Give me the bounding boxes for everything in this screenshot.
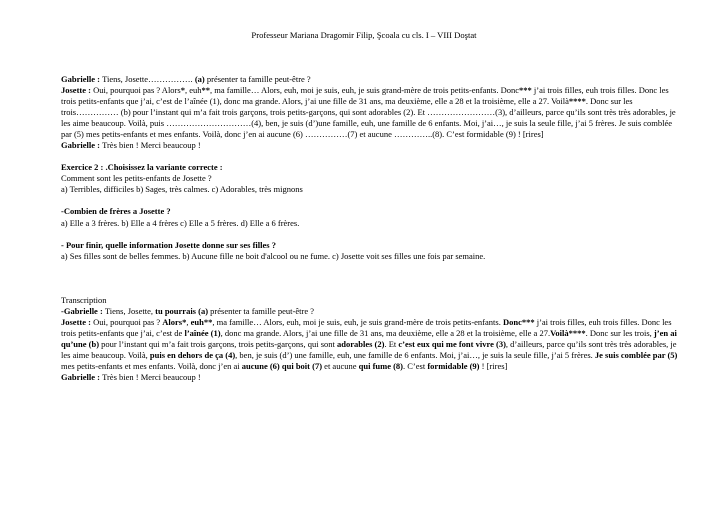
text-run: . Et: [384, 338, 399, 349]
text-run: , euh: [184, 85, 202, 96]
text-run: , donc ma grande. Alors, j’ai une fille de 31 ans, ma deuxième, elle a 28 et la troisième, elle a 27.: [220, 327, 551, 338]
bold-text: -Gabrielle :: [61, 305, 105, 316]
text-run: Tiens, Josette,: [104, 305, 156, 316]
text-run: mes petits-enfants et mes enfants. Voilà, donc j’en ai: [61, 360, 242, 371]
text-run: et aucune: [322, 360, 359, 371]
text-run: Très bien ! Merci beaucoup !: [102, 371, 201, 382]
text-run: pour l’instant qui m’a fait trois garçons, trois petits-garçons, qui sont: [99, 338, 337, 349]
transcription-title: Transcription: [61, 294, 107, 305]
bold-text: adorables (2): [337, 338, 385, 349]
bold-text: (a): [194, 74, 205, 84]
exercise-answers: a) Terribles, difficiles b) Sages, très calmes. c) Adorables, très mignons: [61, 184, 303, 195]
text-run: présenter ta famille peut-être ?: [204, 74, 311, 84]
exercise-title: Exercice 2 : .Choisissez la variante correcte :: [61, 162, 223, 173]
text-run: , ma famille… Alors, euh, moi je suis, euh, je suis grand-mère de trois petits-enfants.: [212, 316, 503, 327]
document-body: [61, 74, 681, 383]
text-run: j’ai trois filles, euh trois filles. Donc les trois petits-enfants que j’ai, c’est de l’aînée (1), donc ma grande. Alors, j’ai une fille de 31 ans, ma deuxième, elle a 28 et la troisième, elle a 27. Voilà: [61, 85, 669, 107]
page-header: Professeur Mariana Dragomir Filip, Şcoala cu cls. I – VIII Doştat: [251, 30, 477, 40]
bold-text: c’est eux qui me font vivre (3): [398, 338, 506, 349]
bold-text: Alors*: [162, 316, 187, 327]
text-run: , ben, je suis (d’) une famille, euh, une famille de 6 enfants. Moi, j’ai…, je suis la seule fille, j’ai 5 frères.: [235, 349, 595, 360]
exercise-question: -Combien de frères a Josette ?: [61, 206, 171, 217]
transcription-line: [61, 306, 681, 317]
bold-text: j’en ai qu’une (b): [61, 327, 677, 349]
text-run: . C’est: [403, 360, 428, 371]
text-run: Oui, pourquoi pas ?: [93, 316, 163, 327]
exercise-answers: a) Elle a 3 frères. b) Elle a 4 frères c) Elle a 5 frères. d) Elle a 6 frères.: [61, 217, 300, 228]
text-run: Très bien ! Merci beaucoup !: [102, 140, 201, 151]
bold-text: formidable (9): [427, 360, 480, 371]
bold-text: qui fume (8): [358, 360, 404, 371]
transcription-line: [61, 372, 681, 383]
text-run: j’ai trois filles, euh trois filles. Donc les trois petits-enfants que j’ai, c’est de: [61, 316, 672, 338]
bold-text: l’aînée (1): [184, 327, 221, 338]
bold-text: ***: [519, 85, 532, 96]
bold-text: Josette :: [61, 316, 94, 327]
bold-text: Donc***: [502, 316, 535, 327]
bold-text: Je suis comblée par (5): [594, 349, 678, 360]
text-run: présenter ta famille peut-être ?: [208, 305, 314, 316]
bold-text: ****: [568, 96, 586, 107]
bold-text: tu pourrais (a): [155, 305, 209, 316]
text-run: ,: [186, 316, 191, 327]
bold-text: *: [180, 85, 185, 96]
bold-text: Voilà****: [550, 327, 586, 338]
bold-text: Gabrielle :: [61, 371, 103, 382]
text-run: . Donc sur les trois,: [585, 327, 654, 338]
transcription-line: [61, 317, 681, 372]
text-run: , ma famille… Alors, euh, moi je suis, euh, je suis grand-mère de trois petits-enfants. Donc: [209, 85, 519, 96]
text-run: Tiens, Josette…………….: [102, 74, 195, 84]
exercise-section: [61, 162, 681, 261]
bold-text: Josette :: [61, 85, 94, 96]
dialogue-line: [61, 85, 681, 140]
bold-text: Gabrielle :: [61, 140, 103, 151]
bold-text: **: [201, 85, 210, 96]
text-run: , d’ailleurs, parce qu’ils sont très très adorables, je les aime beaucoup. Voilà,: [61, 338, 677, 360]
bold-text: aucune (6) qui boit (7): [241, 360, 323, 371]
text-run: ! [rires]: [479, 360, 508, 371]
bold-text: puis en dehors de ça (4): [149, 349, 236, 360]
exercise-question: - Pour finir, quelle information Josette donne sur ses filles ?: [61, 239, 276, 250]
text-run: . Donc sur les trois…………… (b) pour l’instant qui m’a fait trois garçons, trois petits-garçons, qui sont adorables (2). Et ……………………(3), d’ailleurs, parce qu’ils sont très très adorables, je les aime beaucoup. Voilà, puis …………………………(4), ben, je suis (d’)une famille, euh, une famille de 6 enfants. Moi, j’ai…, je suis la seule fille, j’ai 5 frères. Je suis comblée par (5) mes petits-enfants et mes enfants. Voilà, donc j’en ai aucune (6) ……………(7) et aucune …………..(8). C’est formidable (9) ! [rires]: [61, 96, 676, 140]
text-run: Oui, pourquoi pas ? Alors: [93, 85, 181, 96]
bold-text: Gabrielle :: [61, 74, 103, 84]
bold-text: euh**: [190, 316, 213, 327]
dialogue-line: [61, 140, 681, 151]
exercise-question: Comment sont les petits-enfants de Josette ?: [61, 173, 212, 184]
dialogue-section: [61, 74, 681, 151]
dialogue-line: [61, 74, 681, 85]
transcription-section: [61, 295, 681, 383]
exercise-answers: a) Ses filles sont de belles femmes. b) Aucune fille ne boit d'alcool ou ne fume. c) Josette voit ses filles une fois par semaine.: [61, 250, 486, 261]
